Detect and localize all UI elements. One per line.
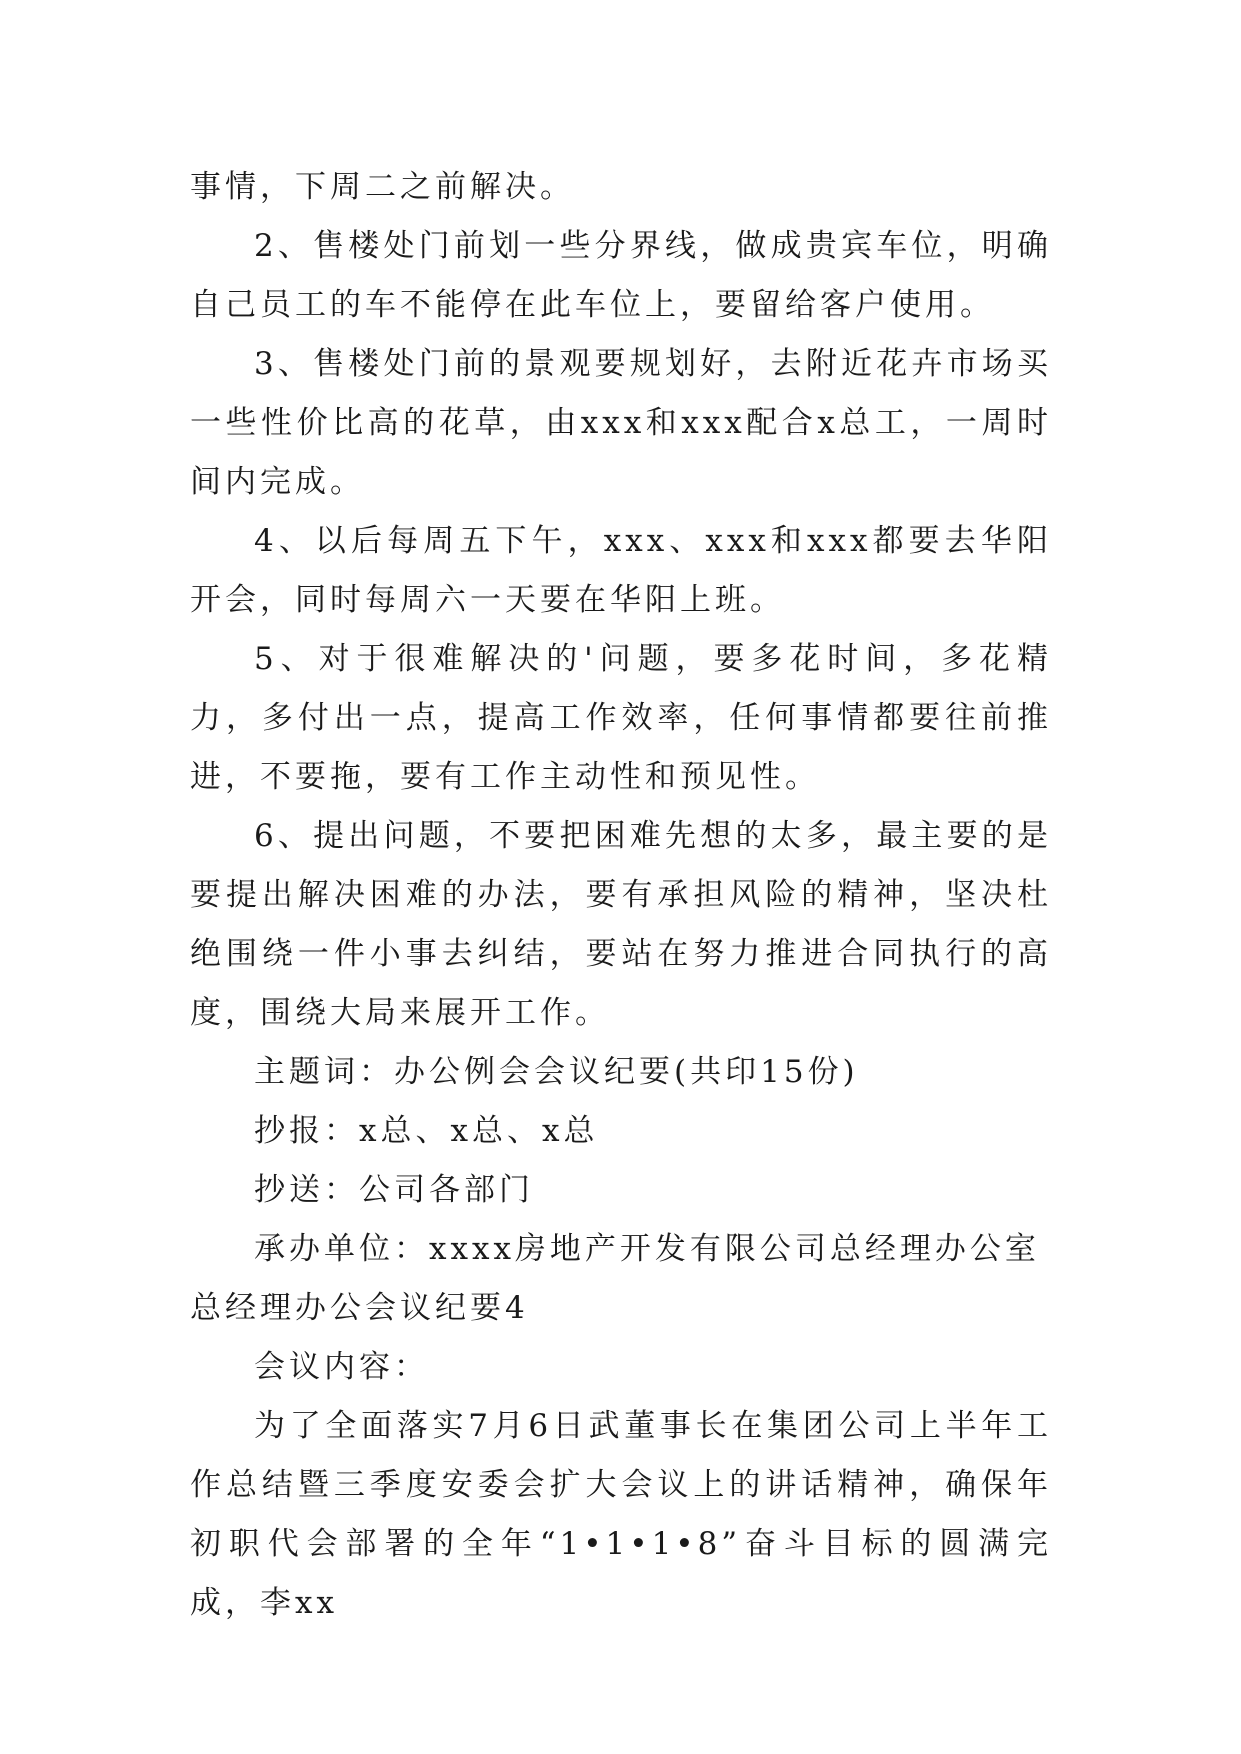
paragraph-item-5: 5、对于很难解决的'问题，要多花时间，多花精力，多付出一点，提高工作效率，任何事情都要往前推进，不要拖，要有工作主动性和预见性。 — [190, 641, 1052, 795]
paragraph-item-3: 3、售楼处门前的景观要规划好，去附近花卉市场买一些性价比高的花草，由xxx和xxx配合x总工，一周时间内完成。 — [190, 346, 1052, 500]
section-title: 总经理办公会议纪要4 — [190, 1290, 529, 1326]
paragraph-item-4: 4、以后每周五下午，xxx、xxx和xxx都要去华阳开会，同时每周六一天要在华阳上班。 — [190, 523, 1052, 618]
keywords-line: 主题词：办公例会会议纪要(共印15份) — [254, 1054, 859, 1090]
document-page — [190, 158, 1052, 1633]
organizer-line: 承办单位：xxxx房地产开发有限公司总经理办公室 — [254, 1231, 1040, 1267]
copy-to-line: 抄送：公司各部门 — [254, 1172, 534, 1208]
report-to-line: 抄报：x总、x总、x总 — [254, 1113, 599, 1149]
paragraph-item-6: 6、提出问题，不要把困难先想的太多，最主要的是要提出解决困难的办法，要有承担风险的精神，坚决杜绝围绕一件小事去纠结，要站在努力推进合同执行的高度，围绕大局来展开工作。 — [190, 818, 1052, 1031]
meeting-content-body: 为了全面落实7月6日武董事长在集团公司上半年工作总结暨三季度安委会扩大会议上的讲话精神，确保年初职代会部署的全年“1•1•1•8”奋斗目标的圆满完成，李xx — [190, 1408, 1052, 1621]
paragraph-item-2: 2、售楼处门前划一些分界线，做成贵宾车位，明确自己员工的车不能停在此车位上，要留给客户使用。 — [190, 228, 1052, 323]
paragraph-continuation: 事情，下周二之前解决。 — [190, 169, 575, 205]
meeting-content-label: 会议内容： — [254, 1349, 429, 1385]
